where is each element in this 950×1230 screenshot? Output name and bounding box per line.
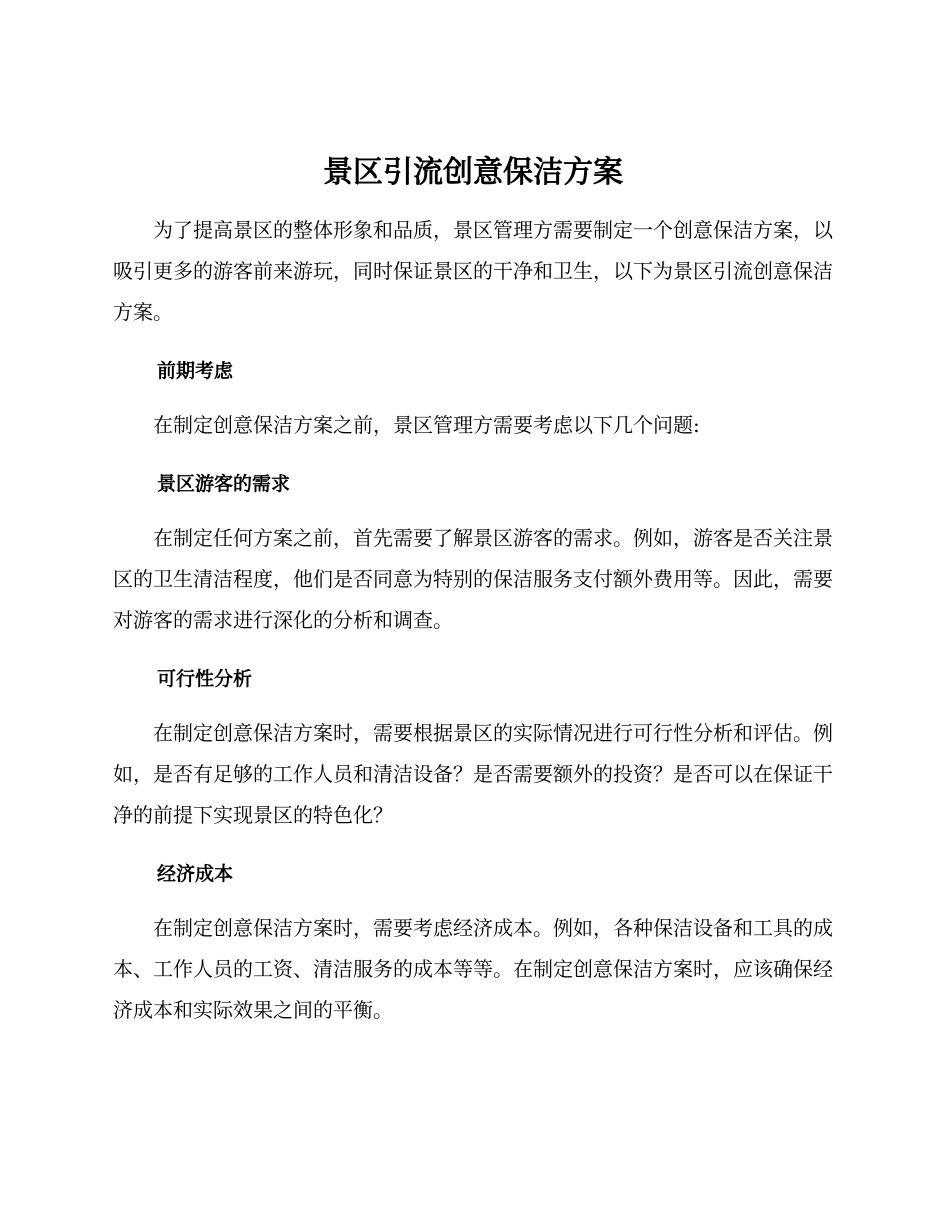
document-title: 景区引流创意保洁方案 <box>323 155 623 190</box>
section-heading-visitor-needs: 景区游客的需求 <box>157 473 291 495</box>
section-body-preliminary: 在制定创意保洁方案之前，景区管理方需要考虑以下几个问题: <box>153 413 700 437</box>
section-body-feasibility: 在制定创意保洁方案时，需要根据景区的实际情况进行可行性分析和评估。例如，是否有足够的工作人员和清洁设备？是否需要额外的投资？是否可以在保证干净的前提下实现景区的特色化？ <box>113 721 833 827</box>
intro-paragraph: 为了提高景区的整体形象和品质，景区管理方需要制定一个创意保洁方案，以吸引更多的游客前来游玩，同时保证景区的干净和卫生，以下为景区引流创意保洁方案。 <box>113 218 833 324</box>
section-body-visitor-needs: 在制定任何方案之前，首先需要了解景区游客的需求。例如，游客是否关注景区的卫生清洁程度，他们是否同意为特别的保洁服务支付额外费用等。因此，需要对游客的需求进行深化的分析和调查。 <box>113 526 833 632</box>
section-body-economic-cost: 在制定创意保洁方案时，需要考虑经济成本。例如，各种保洁设备和工具的成本、工作人员的工资、清洁服务的成本等等。在制定创意保洁方案时，应该确保经济成本和实际效果之间的平衡。 <box>113 916 833 1022</box>
section-heading-economic-cost: 经济成本 <box>157 863 234 885</box>
section-heading-preliminary: 前期考虑 <box>157 360 234 382</box>
section-heading-feasibility: 可行性分析 <box>157 668 253 690</box>
document-body <box>113 148 833 1051</box>
